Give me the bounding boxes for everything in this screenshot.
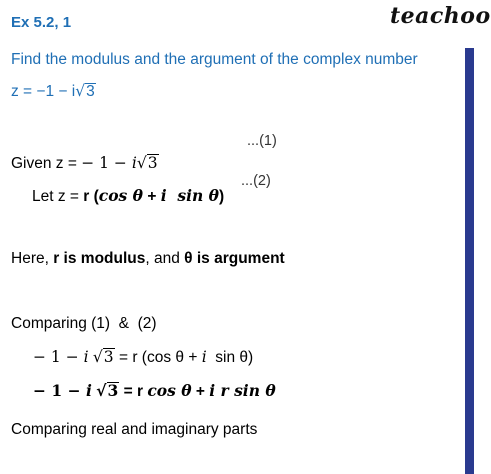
letz-label: Let z = [32,188,84,205]
given-radicand: 3 [147,154,158,172]
given-i: i [131,154,137,172]
given-expr: − 1 − [81,154,132,172]
sqrt-symbol: √ [136,154,147,172]
letz-r: r ( [83,188,99,205]
letz-plus: + [143,188,161,205]
letz-i: i [160,186,167,205]
sqrt-symbol: √ [92,348,103,366]
eq1-radicand: 3 [103,348,114,366]
eq1-i2: i [201,348,207,366]
here-mid: , and [145,250,185,267]
eq1-i: i [83,348,89,366]
equation-1 [33,348,253,367]
eq2-lhs: − 1 − [33,381,86,400]
equation-2 [33,381,276,401]
question-expression [11,82,96,101]
eq1-rhs-start: = r (cos θ + [114,349,202,366]
eq1-lhs: − 1 − [33,348,84,366]
eq2-plus: + [191,383,210,400]
eq1-rhs-end: sin θ) [206,349,254,366]
z-prefix: z = −1 − i [11,83,76,100]
eq2-radicand: 3 [107,381,119,400]
side-bar [465,48,474,474]
question-text: Find the modulus and the argument of the complex number [11,51,418,68]
eq2-eq: = r [119,383,148,400]
given-label: Given z = [11,155,82,172]
here-modulus: r is modulus [53,250,146,267]
comparing-parts-line: Comparing real and imaginary parts [11,421,258,438]
eq2-ir: i r sin θ [209,381,276,400]
equation-ref-1: ...(1) [247,133,277,149]
here-argument: θ is argument [184,250,285,267]
given-line [11,154,159,173]
here-line [11,250,285,268]
sqrt-symbol: √ [96,382,107,400]
equation-ref-2: ...(2) [241,173,271,189]
here-prefix: Here, [11,250,54,267]
letz-cos: cos θ [98,186,144,205]
z-radicand: 3 [86,83,95,100]
letz-close: ) [219,188,225,205]
sqrt-symbol: √ [75,82,86,100]
brand-logo: teachoo [390,3,491,29]
eq2-cos: cos θ [147,381,192,400]
letz-sin: sin θ [166,186,220,205]
comparing-line: Comparing (1) & (2) [11,315,157,332]
eq2-i: i [85,381,92,400]
exercise-title: Ex 5.2, 1 [11,14,72,31]
let-z-line [32,186,224,206]
